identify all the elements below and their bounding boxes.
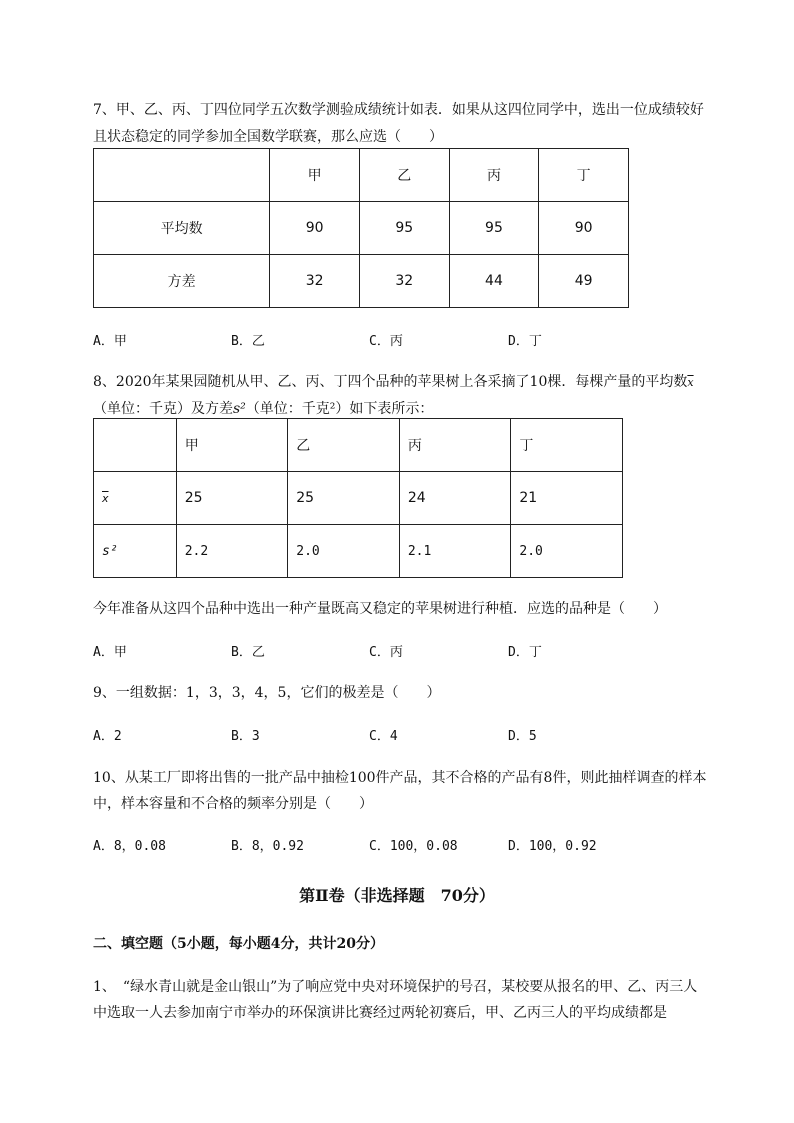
q7-stem-line1: 7、甲、乙、丙、丁四位同学五次数学测验成绩统计如表．如果从这四位同学中，选出一位成绩较好	[93, 102, 704, 118]
q8-header-ding: 丁	[511, 419, 623, 472]
q8-option-c[interactable]: C．丙	[369, 645, 403, 660]
q8-cell: 24	[399, 472, 511, 525]
q8-header-yi: 乙	[288, 419, 400, 472]
q7-row-label: 方差	[94, 255, 270, 308]
q7-cell: 32	[359, 255, 449, 308]
q7-table	[93, 148, 629, 308]
q7-header-jia: 甲	[270, 149, 360, 202]
x-bar-symbol: $\overline{x}$	[687, 376, 694, 389]
q8-stem-text-a: （单位：千克）及方差	[93, 401, 233, 417]
q7-header-yi: 乙	[359, 149, 449, 202]
q8-header-jia: 甲	[176, 419, 288, 472]
fill1-stem-line1: 1、 “绿水青山就是金山银山”为了响应党中央对环境保护的号召，某校要从报名的甲、乙、丙三人	[93, 979, 698, 995]
q8-cell: 2.0	[511, 525, 623, 578]
q7-header-empty	[94, 149, 270, 202]
q8-row-label-xbar: $\overline{x}$	[94, 472, 177, 525]
q10-stem-line2: 中，样本容量和不合格的频率分别是（ ）	[93, 796, 373, 812]
table-row	[94, 202, 629, 255]
q8-option-d[interactable]: D．丁	[508, 645, 542, 660]
q9-stem: 9、一组数据：1，3，3，4，5，它们的极差是（ ）	[93, 685, 441, 701]
q7-stem-line2: 且状态稳定的同学参加全国数学联赛，那么应选（ ）	[93, 129, 443, 145]
q10-option-d[interactable]: D．100，0.92	[508, 839, 597, 854]
q9-option-a[interactable]: A．2	[93, 729, 122, 744]
q8-stem-text: 8、2020年某果园随机从甲、乙、丙、丁四个品种的苹果树上各采摘了10棵．每棵产量的平均数	[93, 374, 688, 390]
section-title: 第Ⅱ卷（非选择题 70分）	[299, 886, 495, 905]
q7-option-d[interactable]: D．丁	[508, 334, 542, 349]
s-squared-symbol: s²	[233, 401, 246, 417]
q8-cell: 25	[176, 472, 288, 525]
q7-cell: 95	[449, 202, 539, 255]
q9-option-b[interactable]: B．3	[231, 729, 260, 744]
q9-option-c[interactable]: C．4	[369, 729, 398, 744]
q8-row-label-s2: s²	[94, 525, 177, 578]
q8-header-empty	[94, 419, 177, 472]
q10-option-a[interactable]: A．8，0.08	[93, 839, 166, 854]
q7-row-label: 平均数	[94, 202, 270, 255]
q8-stem-line2	[93, 398, 433, 418]
q7-cell: 95	[359, 202, 449, 255]
section-subtitle: 二、填空题（5小题，每小题4分，共计20分）	[93, 936, 384, 952]
q7-option-c[interactable]: C．丙	[369, 334, 403, 349]
q8-cell: 2.1	[399, 525, 511, 578]
q7-option-a[interactable]: A．甲	[93, 334, 127, 349]
q8-cell: 25	[288, 472, 400, 525]
q7-cell: 49	[539, 255, 629, 308]
q7-cell: 90	[270, 202, 360, 255]
q10-stem-line1: 10、从某工厂即将出售的一批产品中抽检100件产品，其不合格的产品有8件，则此抽样调查的样本	[93, 770, 707, 786]
q8-stem-text-b: （单位：千克²）如下表所示：	[245, 401, 434, 417]
q10-option-c[interactable]: C．100，0.08	[369, 839, 458, 854]
q7-header-bing: 丙	[449, 149, 539, 202]
q8-stem-line1	[93, 371, 694, 391]
q8-option-b[interactable]: B．乙	[231, 645, 265, 660]
q8-option-a[interactable]: A．甲	[93, 645, 127, 660]
table-row	[94, 525, 623, 578]
q8-after-text: 今年准备从这四个品种中选出一种产量既高又稳定的苹果树进行种植．应选的品种是（ ）	[93, 601, 667, 617]
table-row	[94, 255, 629, 308]
q7-cell: 90	[539, 202, 629, 255]
q10-option-b[interactable]: B．8，0.92	[231, 839, 304, 854]
fill1-stem-line2: 中选取一人去参加南宁市举办的环保演讲比赛经过两轮初赛后，甲、乙丙三人的平均成绩都是	[93, 1005, 667, 1021]
q8-table	[93, 418, 623, 578]
q8-cell: 2.0	[288, 525, 400, 578]
q7-header-ding: 丁	[539, 149, 629, 202]
q8-cell: 2.2	[176, 525, 288, 578]
q8-cell: 21	[511, 472, 623, 525]
table-row	[94, 472, 623, 525]
q7-cell: 44	[449, 255, 539, 308]
q7-cell: 32	[270, 255, 360, 308]
q9-option-d[interactable]: D．5	[508, 729, 537, 744]
q8-header-bing: 丙	[399, 419, 511, 472]
q7-option-b[interactable]: B．乙	[231, 334, 265, 349]
